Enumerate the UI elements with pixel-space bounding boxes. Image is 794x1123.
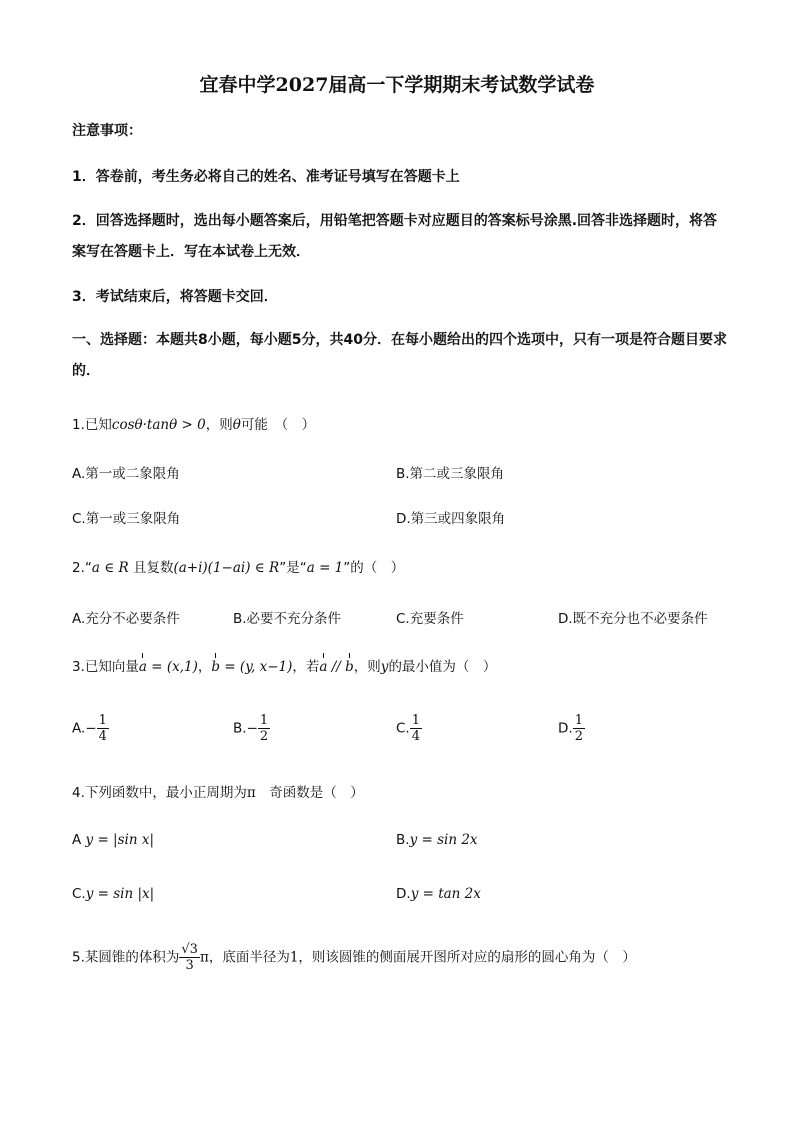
parallel-symbol: // <box>327 659 346 675</box>
vector-a: a <box>138 659 147 675</box>
question-5 <box>72 942 636 973</box>
q1-prefix: 1.已知 <box>72 417 112 433</box>
notice-item-2: 2．回答选择题时，选出每小题答案后，用铅笔把答题卡对应题目的答案标号涂黑.回答非选择题时，将答案写在答题卡上．写在本试卷上无效． <box>72 213 718 260</box>
q2-option-c: C.充要条件 <box>396 611 464 627</box>
fraction <box>573 713 585 744</box>
q3-option-a <box>72 713 109 744</box>
option-sign: − <box>85 720 97 737</box>
option-label: A. <box>72 720 86 737</box>
volume-fraction <box>179 942 200 973</box>
q2-text-4: ”的（ ） <box>343 560 405 576</box>
option-sign: − <box>246 720 258 737</box>
option-label: B. <box>233 720 247 737</box>
q3-option-b <box>233 713 270 744</box>
q3-text-1: 3.已知向量 <box>72 659 139 675</box>
q2-text-1: 2.“ <box>72 560 92 576</box>
vector-a-ref: a <box>319 659 328 675</box>
q5-text-2: ，底面半径为 <box>208 949 290 966</box>
q5-text-3: ，则该圆锥的侧面展开图所对应的扇形的圆心角为（ ） <box>298 949 636 966</box>
question-3 <box>72 655 496 675</box>
radius-value: 1 <box>289 949 299 966</box>
q3-text-4: ，则 <box>353 659 381 675</box>
option-label: A <box>72 832 86 848</box>
q2-expr-3: a = 1 <box>306 560 344 576</box>
vector-b: b <box>211 659 221 675</box>
vector-b-ref: b <box>345 659 354 675</box>
fraction <box>97 713 109 744</box>
question-1 <box>72 413 315 433</box>
notice-item-1: 1．答卷前，考生务必将自己的姓名、准考证号填写在答题卡上 <box>72 169 460 185</box>
option-label: C. <box>396 720 410 737</box>
numerator: √3 <box>181 942 198 957</box>
denominator: 2 <box>574 729 583 744</box>
pi-symbol: π <box>199 949 209 966</box>
denominator: 4 <box>411 729 420 744</box>
numerator: 1 <box>98 713 107 728</box>
q3-text-3: ，若 <box>292 659 320 675</box>
numerator: 1 <box>259 713 269 728</box>
vector-a-value: = (x,1) <box>146 659 198 675</box>
q3-option-c <box>396 713 422 744</box>
option-expression: y = sin |x| <box>85 886 155 902</box>
numerator: 1 <box>411 713 420 728</box>
denominator: 4 <box>98 729 107 744</box>
q4-option-b <box>396 832 478 848</box>
q2-option-a: A.充分不必要条件 <box>72 611 180 627</box>
q4-option-d <box>396 886 481 902</box>
q4-option-c <box>72 886 154 902</box>
q2-text-3: ”是“ <box>279 560 307 576</box>
option-label: D. <box>396 886 411 902</box>
q5-text-1: 5.某圆锥的体积为 <box>72 949 180 966</box>
q2-expr-2: (a+i)(1−ai) ∈ R <box>173 560 280 576</box>
numerator: 1 <box>574 713 583 728</box>
option-expression: y = |sin x| <box>85 832 154 848</box>
q1-suffix: 可能 （ ） <box>240 417 316 433</box>
option-label: B. <box>396 832 410 848</box>
q2-option-d: D.既不充分也不必要条件 <box>558 611 708 627</box>
q1-middle: ，则 <box>205 417 233 433</box>
q4-text-1: 4.下列函数中，最小正周期为 <box>72 785 247 801</box>
pi-symbol: π <box>246 785 256 801</box>
q1-option-a: A.第一或二象限角 <box>72 466 180 482</box>
q2-expr-1: a ∈ R <box>91 560 129 576</box>
q1-option-b: B.第二或三象限角 <box>396 466 505 482</box>
q1-expression: cosθ·tanθ > 0 <box>111 417 206 433</box>
question-4 <box>72 781 364 801</box>
exam-title: 宜春中学2027届高一下学期期末考试数学试卷 <box>199 74 595 96</box>
option-expression: y = tan 2x <box>410 886 481 902</box>
section-one-heading: 一、选择题：本题共8小题，每小题5分，共40分．在每小题给出的四个选项中，只有一项是符合题目要求的． <box>72 332 727 379</box>
q3-option-d <box>558 713 585 744</box>
q1-option-c: C.第一或三象限角 <box>72 511 181 527</box>
denominator: 3 <box>185 958 194 973</box>
notice-heading: 注意事项： <box>72 123 142 139</box>
option-label: C. <box>72 886 86 902</box>
q2-text-2: 且复数 <box>128 560 174 576</box>
q3-text-2: ， <box>197 659 212 675</box>
q4-option-a <box>72 832 154 848</box>
q3-text-5: 的最小值为（ ） <box>388 659 497 675</box>
q1-option-d: D.第三或四象限角 <box>396 511 506 527</box>
q3-variable: y <box>380 659 389 675</box>
q1-variable: θ <box>232 417 241 433</box>
q2-option-b: B.必要不充分条件 <box>233 611 342 627</box>
question-2 <box>72 556 404 576</box>
vector-b-value: = (y, x−1) <box>220 659 293 675</box>
fraction <box>410 713 422 744</box>
denominator: 2 <box>259 729 269 744</box>
notice-item-3: 3．考试结束后，将答题卡交回． <box>72 289 278 305</box>
fraction <box>258 713 270 744</box>
option-expression: y = sin 2x <box>409 832 478 848</box>
option-label: D. <box>558 720 573 737</box>
q4-text-2: 奇函数是（ ） <box>255 785 364 801</box>
